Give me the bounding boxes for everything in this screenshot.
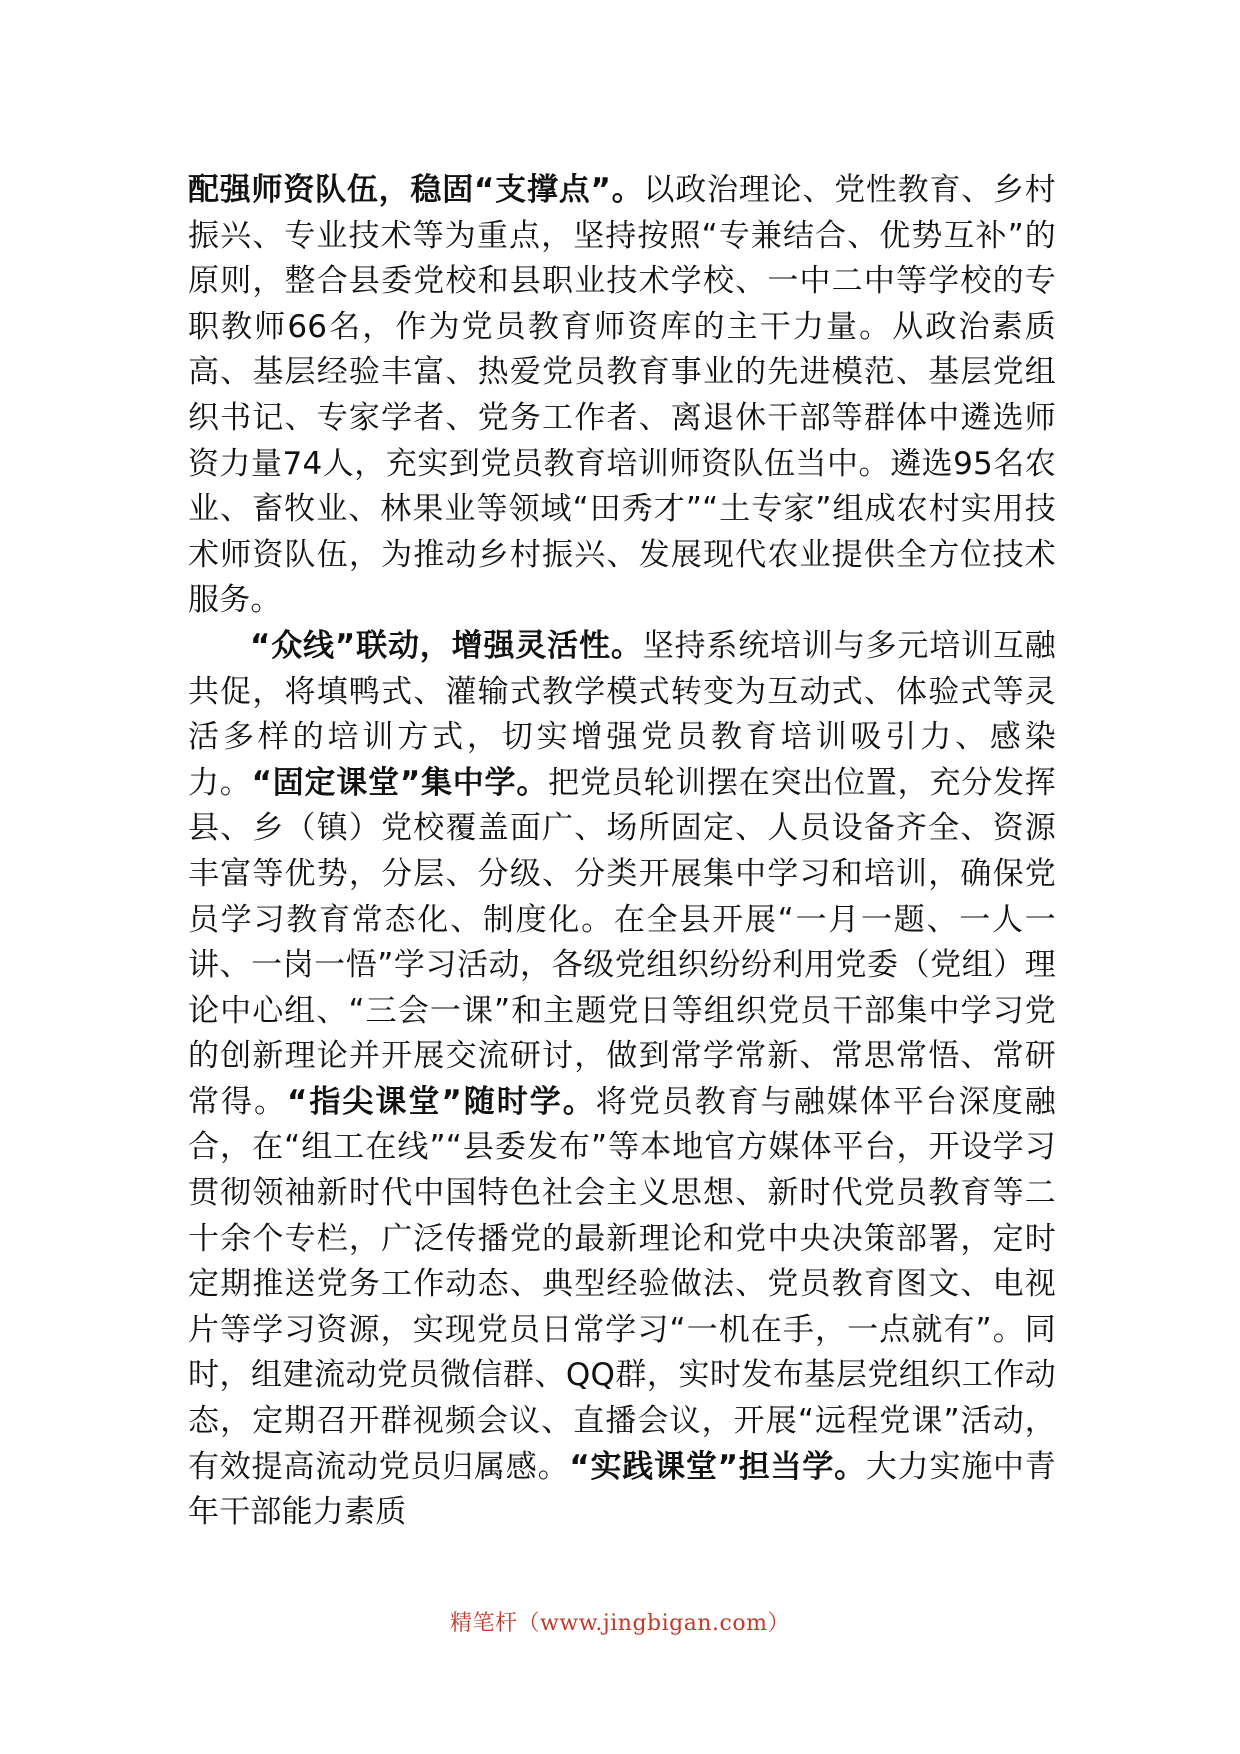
paragraph-text: 坚持系统培训与多元培训互融共促，将填鸭式、灌输式教学模式转变为互动式、体验式等灵活多样的培训方式，切实增强党员教育培训吸引力、感染力。 xyxy=(188,627,1056,801)
body-text xyxy=(188,168,1056,1536)
footer-watermark: 精笔杆（www.jingbigan.com） xyxy=(450,1611,790,1636)
paragraph-1 xyxy=(188,168,1056,624)
heading-strengthen-teachers: 配强师资队伍，稳固“支撑点”。 xyxy=(188,172,644,208)
paragraph-2 xyxy=(188,624,1056,1536)
paragraph-text: 以政治理论、党性教育、乡村振兴、专业技术等为重点，坚持按照“专兼结合、优势互补”的原则，整合县委党校和县职业技术学校、一中二中等学校的专职教师66名，作为党员教育师资库的主干力量。从政治素质高、基层经验丰富、热爱党员教育事业的先进模范、基层党组织书记、专家学者、党务工作者、离退休干部等群体中遴选师资力量74人，充实到党员教育培训师资队伍当中。遴选95名农业、畜牧业、林果业等领域“田秀才”“土专家”组成农村实用技术师资队伍，为推动乡村振兴、发展现代农业提供全方位技术服务。 xyxy=(188,172,1056,619)
heading-fingertip-classroom: “指尖课堂”随时学。 xyxy=(287,1083,596,1120)
paragraph-text: 将党员教育与融媒体平台深度融合，在“组工在线”“县委发布”等本地官方媒体平台，开设学习贯彻领袖新时代中国特色社会主义思想、新时代党员教育等二十余个专栏，广泛传播党的最新理论和党中央决策部署，定时定期推送党务工作动态、典型经验做法、党员教育图文、电视片等学习资源，实现党员日常学习“一机在手，一点就有”。同时，组建流动党员微信群、QQ群，实时发布基层党组织工作动态，定期召开群视频会议、直播会议，开展“远程党课”活动，有效提高流动党员归属感。 xyxy=(188,1083,1056,1485)
paragraph-text: 大力实施中青年干部能力素质 xyxy=(188,1448,1057,1531)
paragraph-text: 把党员轮训摆在突出位置，充分发挥县、乡（镇）党校覆盖面广、场所固定、人员设备齐全、资源丰富等优势，分层、分级、分类开展集中学习和培训，确保党员学习教育常态化、制度化。在全县开展“一月一题、一人一讲、一岗一悟”学习活动，各级党组织纷纷利用党委（党组）理论中心组、“三会一课”和主题党日等组织党员干部集中学习党的创新理论并开展交流研讨，做到常学常新、常思常悟、常研常得。 xyxy=(188,764,1056,1120)
heading-fixed-classroom: “固定课堂”集中学。 xyxy=(251,764,549,801)
heading-practice-classroom: “实践课堂”担当学。 xyxy=(569,1448,866,1485)
heading-multiline-linkage: “众线”联动，增强灵活性。 xyxy=(250,627,643,664)
